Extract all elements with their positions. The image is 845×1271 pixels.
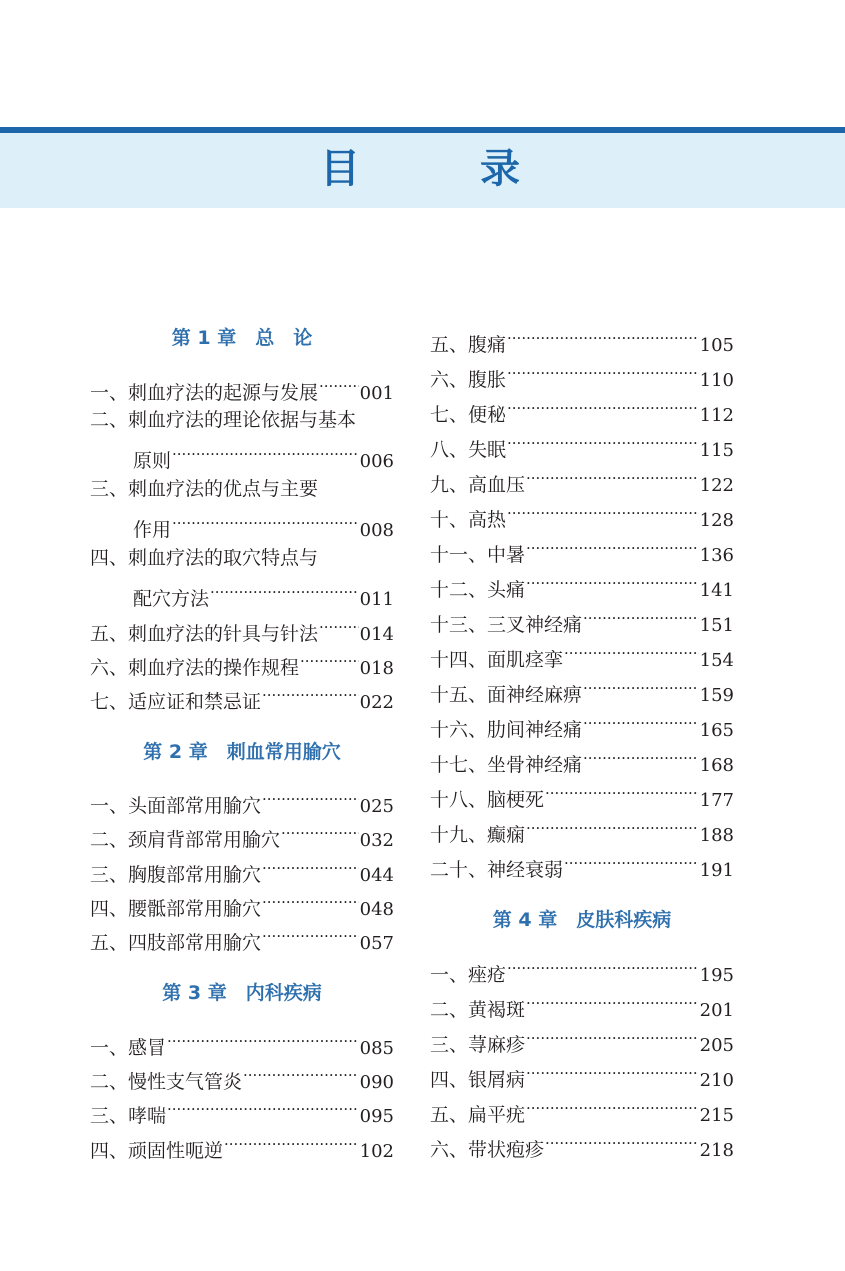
toc-entry-label: 一、感冒 [90,1037,167,1059]
toc-entry-label: 四、银屑病 [430,1069,526,1091]
toc-entry[interactable] [430,535,734,566]
toc-entry-label: 二、颈肩背部常用腧穴 [90,829,281,851]
toc-entry-page: 048 [359,899,394,920]
toc-entry-page: 085 [359,1038,394,1059]
toc-entry-label: 十二、头痛 [430,579,526,601]
toc-entry[interactable] [90,648,394,679]
toc-entry-page: 001 [359,383,394,404]
toc-entry-label: 五、腹痛 [430,334,507,356]
toc-entry-label: 二十、神经衰弱 [430,859,564,881]
leader-dots [243,1062,359,1088]
toc-entry-label-cont: 配穴方法 [133,588,210,610]
toc-entry-label[interactable]: 四、刺血疗法的取穴特点与 [90,547,319,569]
leader-dots [507,955,699,981]
toc-entry-page: 154 [699,650,734,671]
toc-entry[interactable] [430,850,734,881]
toc-entry-page: 201 [699,1000,734,1021]
toc-entry-page: 159 [699,685,734,706]
toc-entry-label: 十九、癫痫 [430,824,526,846]
toc-entry-page: 014 [359,624,394,645]
page-title: 目 录 [320,145,560,192]
toc-entry-label[interactable]: 三、刺血疗法的优点与主要 [90,478,319,500]
leader-dots [319,614,359,640]
toc-entry-page: 025 [359,796,394,817]
toc-entry[interactable] [430,710,734,741]
toc-entry-page: 168 [699,755,734,776]
toc-entry-page: 165 [699,720,734,741]
toc-entry-page: 177 [699,790,734,811]
leader-dots [526,1025,699,1051]
leader-dots [262,889,359,915]
toc-entry[interactable] [90,441,394,472]
toc-entry-label-cont: 原则 [133,450,172,472]
toc-entry-page: 151 [699,615,734,636]
toc-entry-label: 六、腹胀 [430,369,507,391]
leader-dots [526,990,699,1016]
toc-entry-label-cont: 作用 [133,519,172,541]
toc-entry[interactable] [90,1028,394,1059]
leader-dots [507,360,699,386]
leader-dots [545,1130,699,1156]
toc-entry[interactable] [430,325,734,356]
toc-entry-page: 210 [699,1070,734,1091]
toc-entry[interactable] [430,815,734,846]
toc-entry[interactable] [430,640,734,671]
toc-entry-label: 九、高血压 [430,474,526,496]
toc-entry[interactable] [90,614,394,645]
leader-dots [583,675,699,701]
leader-dots [319,373,359,399]
leader-dots [526,465,699,491]
leader-dots [224,1131,359,1157]
toc-entry-page: 115 [699,440,734,461]
toc-entry-label: 一、头面部常用腧穴 [90,795,262,817]
leader-dots [172,510,359,536]
leader-dots [526,1060,699,1086]
leader-dots [262,682,359,708]
toc-entry-label: 十一、中暑 [430,544,526,566]
leader-dots [300,648,359,674]
toc-entry-label: 一、刺血疗法的起源与发展 [90,382,319,404]
leader-dots [526,815,699,841]
toc-entry[interactable] [90,373,394,404]
toc-entry-label: 二、黄褐斑 [430,999,526,1021]
leader-dots [526,570,699,596]
toc-entry-label: 十四、面肌痉挛 [430,649,564,671]
toc-entry[interactable] [430,1130,734,1161]
toc-entry-label[interactable]: 二、刺血疗法的理论依据与基本 [90,409,357,431]
toc-entry-page: 022 [359,692,394,713]
toc-entry-page: 032 [359,830,394,851]
leader-dots [583,710,699,736]
toc-entry[interactable] [90,1096,394,1127]
toc-entry-page: 141 [699,580,734,601]
toc-entry[interactable] [90,820,394,851]
toc-entry-page: 215 [699,1105,734,1126]
toc-entry-page: 205 [699,1035,734,1056]
toc-entry[interactable] [430,780,734,811]
leader-dots [526,1095,699,1121]
toc-entry-page: 102 [359,1141,394,1162]
leader-dots [526,535,699,561]
toc-entry[interactable] [90,1131,394,1162]
toc-entry[interactable] [430,990,734,1021]
leader-dots [167,1096,359,1122]
toc-entry-page: 044 [359,865,394,886]
toc-entry[interactable] [430,1060,734,1091]
toc-entry-label: 十七、坐骨神经痛 [430,754,583,776]
toc-entry[interactable] [430,570,734,601]
toc-entry-label: 七、适应证和禁忌证 [90,691,262,713]
toc-entry[interactable] [90,682,394,713]
toc-entry[interactable] [430,1025,734,1056]
leader-dots [507,430,699,456]
toc-entry[interactable] [90,579,394,610]
toc-entry[interactable] [90,855,394,886]
toc-entry-page: 195 [699,965,734,986]
toc-entry[interactable] [90,889,394,920]
toc-entry-label: 十、高热 [430,509,507,531]
toc-entry[interactable] [430,675,734,706]
toc-entry[interactable] [90,786,394,817]
leader-dots [583,605,699,631]
toc-entry-page: 128 [699,510,734,531]
toc-entry[interactable] [430,1095,734,1126]
toc-entry-page: 136 [699,545,734,566]
leader-dots [262,923,359,949]
leader-dots [172,441,359,467]
toc-entry-label: 十八、脑梗死 [430,789,545,811]
toc-entry-page: 105 [699,335,734,356]
toc-entry-label: 七、便秘 [430,404,507,426]
leader-dots [281,820,359,846]
toc-entry[interactable] [430,605,734,636]
leader-dots [583,745,699,771]
toc-entry-page: 122 [699,475,734,496]
toc-entry-label: 四、腰骶部常用腧穴 [90,898,262,920]
toc-entry-page: 008 [359,520,394,541]
toc-entry-label: 八、失眠 [430,439,507,461]
toc-entry[interactable] [430,500,734,531]
leader-dots [167,1028,359,1054]
leader-dots [564,640,699,666]
toc-entry-page: 110 [699,370,734,391]
toc-entry[interactable] [90,1062,394,1093]
toc-entry-page: 090 [359,1072,394,1093]
toc-entry[interactable] [430,360,734,391]
toc-entry-page: 191 [699,860,734,881]
toc-entry-label: 十三、三叉神经痛 [430,614,583,636]
toc-entry-label: 六、刺血疗法的操作规程 [90,657,300,679]
toc-entry-page: 018 [359,658,394,679]
chapter-heading[interactable]: 第 4 章 皮肤科疾病 [492,909,672,931]
toc-entry-label: 三、胸腹部常用腧穴 [90,864,262,886]
leader-dots [507,395,699,421]
toc-entry-page: 095 [359,1106,394,1127]
toc-entry-label: 三、哮喘 [90,1105,167,1127]
toc-entry[interactable] [430,395,734,426]
toc-entry-page: 011 [359,589,394,610]
toc-entry[interactable] [430,745,734,776]
leader-dots [210,579,359,605]
leader-dots [507,325,699,351]
toc-entry-label: 五、四肢部常用腧穴 [90,932,262,954]
chapter-heading[interactable]: 第 3 章 内科疾病 [162,982,322,1004]
chapter-heading[interactable]: 第 2 章 刺血常用腧穴 [143,741,341,763]
toc-entry[interactable] [90,923,394,954]
toc-entry-page: 057 [359,933,394,954]
toc-entry-page: 112 [699,405,734,426]
leader-dots [545,780,699,806]
toc-entry-label: 十五、面神经麻痹 [430,684,583,706]
toc-entry-label: 四、顽固性呃逆 [90,1140,224,1162]
leader-dots [262,855,359,881]
toc-entry-page: 188 [699,825,734,846]
toc-entry-page: 006 [359,451,394,472]
toc-entry-label: 二、慢性支气管炎 [90,1071,243,1093]
leader-dots [564,850,699,876]
leader-dots [262,786,359,812]
toc-entry-label: 六、带状疱疹 [430,1139,545,1161]
toc-entry-label: 三、荨麻疹 [430,1034,526,1056]
toc-entry-label: 一、痤疮 [430,964,507,986]
toc-entry[interactable] [430,955,734,986]
toc-entry-label: 五、刺血疗法的针具与针法 [90,623,319,645]
toc-entry-label: 十六、肋间神经痛 [430,719,583,741]
chapter-heading[interactable]: 第 1 章 总 论 [171,327,313,349]
toc-entry-page: 218 [699,1140,734,1161]
leader-dots [507,500,699,526]
toc-entry[interactable] [90,510,394,541]
toc-entry-label: 五、扁平疣 [430,1104,526,1126]
toc-entry[interactable] [430,430,734,461]
toc-entry[interactable] [430,465,734,496]
